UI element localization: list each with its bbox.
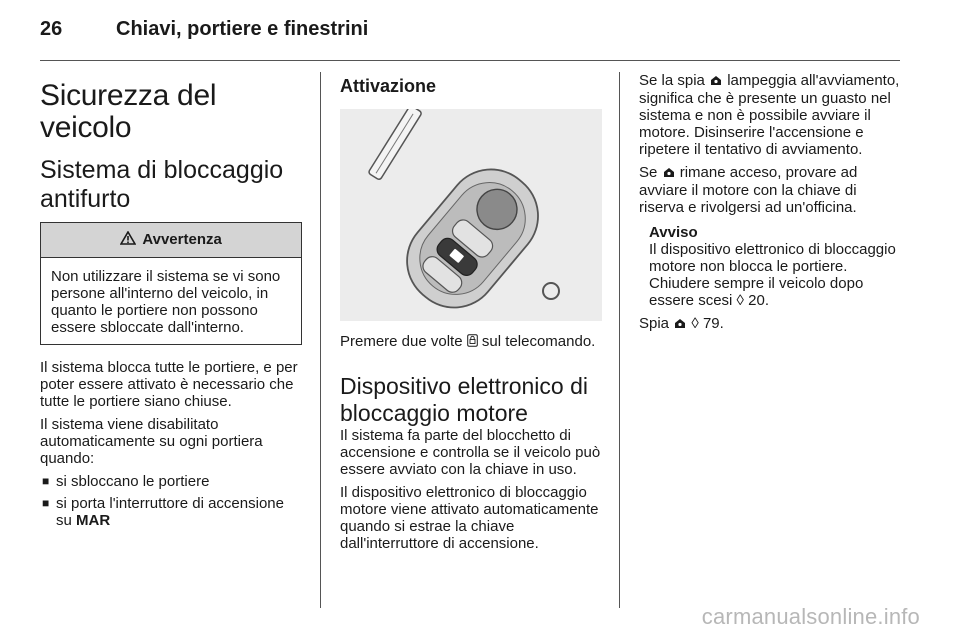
immobilizer-warning-light-icon [709,73,723,90]
paragraph: Il dispositivo elettronico di bloccaggio motore viene attivato automaticamente quando si estrae la chiave dall'interruttore di accensione. [340,484,599,552]
lock-button-icon [467,334,478,351]
warning-icon [120,231,140,248]
note-title: Avviso [649,224,698,241]
ignition-position: MAR [76,512,111,529]
bullet-list [40,473,302,529]
immobilizer-warning-light-icon [673,316,687,333]
warning-header [41,223,301,258]
figure-caption [340,333,602,351]
note-text [649,241,904,309]
heading-activation: Attivazione [340,76,437,96]
page-reference-icon: ◊ [736,292,744,309]
page-reference[interactable]: 20. [748,292,769,309]
paragraph: Il sistema fa parte del blocchetto di accensione e controlla se il veicolo può essere avviato con la chiave in uso. [340,427,601,478]
key-fob-figure [340,109,602,321]
page-number: 26 [40,18,63,40]
paragraph-text: Spia [639,315,670,332]
caption-text: sul telecomando. [481,333,596,350]
paragraph-text: lampeggia all'avviamento, significa che è presente un guasto nel sistema e non è possibile avviare il motore. Disinserire l'accensione e ripetere il tentativo di avviamento. [639,72,900,158]
column-divider-1 [320,72,321,608]
column-divider-2 [619,72,620,608]
paragraph [639,315,904,333]
list-item-text: si sbloccano le portiere [56,473,210,490]
watermark: carmanualsonline.info [701,604,920,629]
paragraph [639,164,904,216]
warning-title: Avvertenza [142,231,222,248]
subsection-title: Sistema di bloccaggio antifurto [40,156,284,213]
column-1 [40,72,302,534]
header-rule [40,60,900,61]
heading-immobilizer: Dispositivo elettronico di bloccaggio motore [340,373,589,426]
paragraph: Il sistema viene disabilitato automaticamente su ogni portiera quando: [40,416,263,467]
list-item [40,495,302,529]
immobilizer-warning-light-icon [662,165,676,182]
warning-text: Non utilizzare il sistema se vi sono persone all'interno del veicolo, in quanto le portiere non possono essere sbloccate dall'interno. [51,268,281,336]
paragraph: Il sistema blocca tutte le portiere, e per poter essere attivato è necessario che tutte le portiere siano chiuse. [40,359,298,410]
warning-box [40,222,302,345]
list-item [40,473,302,490]
page-reference-icon: ◊ [691,315,699,332]
page-reference[interactable]: 79. [702,315,724,332]
caption-text: Premere due volte [340,333,463,350]
list-item-text: si porta l'interruttore di accensione su [56,495,284,529]
paragraph-text: Se [639,164,658,181]
running-title: Chiavi, portiere e finestrini [116,18,369,40]
paragraph-text: Se la spia [639,72,705,89]
bullet-icon: ■ [42,474,50,488]
column-3 [639,72,904,339]
page-header [40,18,900,60]
section-title: Sicurezza del veicolo [40,79,217,144]
note-box [639,224,904,309]
paragraph-text: rimane acceso, provare ad avviare il motore con la chiave di riserva e rivolgersi ad un'officina. [639,164,858,216]
column-2 [340,72,602,558]
key-fob-illustration [340,109,602,321]
paragraph [639,72,904,158]
note-text-body: Il dispositivo elettronico di bloccaggio motore non blocca le portiere. Chiudere sempre il veicolo dopo essere scesi [649,241,896,309]
bullet-icon: ■ [42,496,50,510]
